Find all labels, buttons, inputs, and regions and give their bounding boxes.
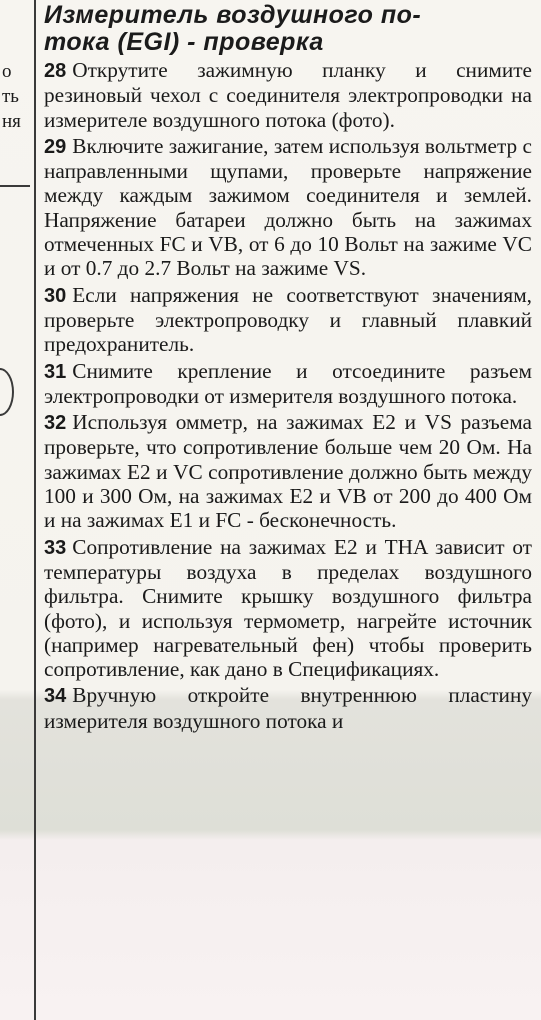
step-number: 29	[44, 135, 67, 158]
left-text-fragment: о	[2, 61, 12, 82]
step-number: 31	[44, 360, 67, 383]
heading-line: тока (EGI) - проверка	[44, 28, 324, 56]
step-text: Открутите зажимную планку и снимите резиновый чехол с соединителя электропроводки на измерителе воздушного потока (фото).	[44, 58, 532, 132]
article-column	[44, 2, 532, 735]
step-29	[44, 134, 532, 281]
section-heading	[44, 2, 532, 56]
figure-frame-line	[0, 185, 30, 187]
step-number: 30	[44, 284, 67, 307]
left-text-fragment: ня	[2, 111, 21, 132]
step-number: 32	[44, 412, 67, 435]
step-32	[44, 410, 532, 532]
left-column-fragment	[0, 0, 36, 1020]
left-text-fragment: ть	[2, 86, 19, 107]
step-34	[44, 683, 532, 733]
step-33	[44, 535, 532, 682]
step-text: Снимите крепление и отсоедините разъем электропроводки от измерителя воздушного потока.	[44, 358, 532, 408]
step-number: 33	[44, 536, 67, 559]
heading-line: Измеритель воздушного по-	[44, 1, 422, 29]
step-28	[44, 58, 532, 132]
step-30	[44, 283, 532, 357]
step-text: Если напряжения не соответствуют значениям, проверьте электропроводку и главный плавкий предохранитель.	[44, 282, 532, 357]
figure-arc	[0, 368, 14, 416]
step-number: 34	[44, 685, 67, 708]
step-text: Сопротивление на зажимах E2 и THA зависит от температуры воздуха в пределах воздушного фильтра. Снимите крышку воздушного фильтра (фото), и используя термометр, нагрейте источник (например нагревательный фен) чтобы проверить сопротивление, как дано в Спецификациях.	[44, 534, 532, 682]
step-text: Включите зажигание, затем используя вольтметр с направленными щупами, проверьте напряжение между каждым зажимом соединителя и землей. Напряжение батареи должно быть на зажимах отмеченных FC и VB, от 6 до 10 Вольт на зажиме VC и от 0.7 до 2.7 Вольт на зажиме VS.	[44, 133, 532, 281]
step-number: 28	[44, 60, 67, 82]
step-31	[44, 359, 532, 409]
step-text: Вручную откройте внутреннюю пластину измерителя воздушного потока и	[44, 683, 532, 733]
step-text: Используя омметр, на зажимах E2 и VS разъема проверьте, что сопротивление больше чем 20 Ом. На зажимах E2 и VC сопротивление должно быть между 100 и 300 Ом, на зажимах E2 и VB от 200 до 400 Ом и на зажимах E1 и FC - бесконечность.	[44, 410, 532, 533]
